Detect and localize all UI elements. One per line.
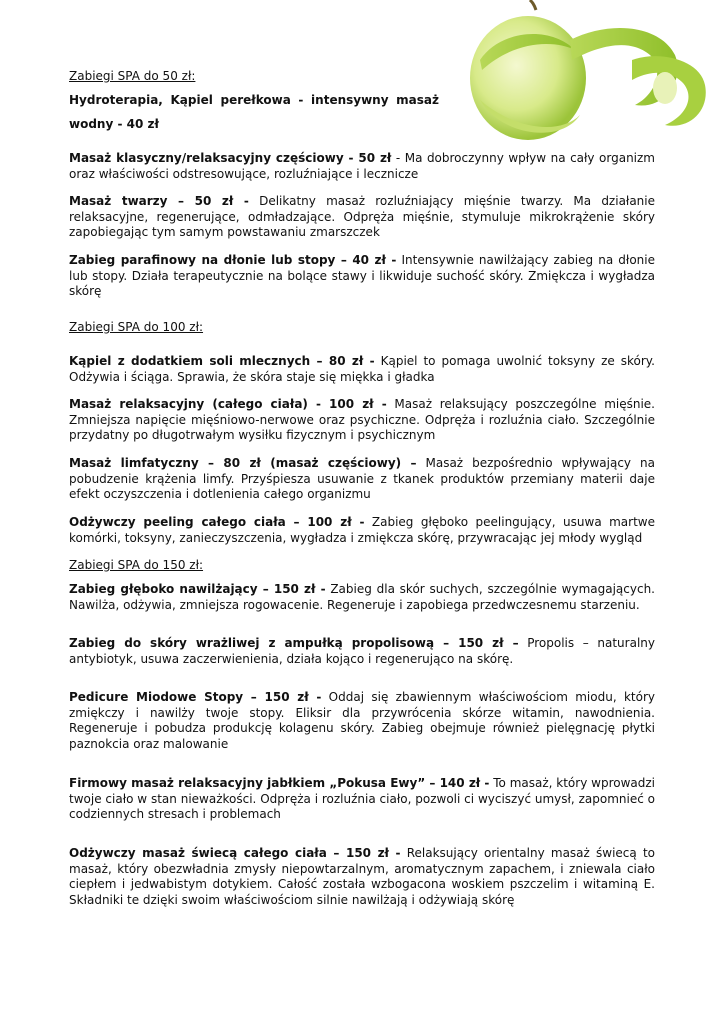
service-desc: Relaksujący orientalny masaż świecą to masaż, który obezwładnia zmysły niepowtarzalnym, aromatycznym zapachem, i zniewala ciało ciepłem i jedwabistym dotykiem. Całość została wzbogacona woskiem pszczelim i witaminą E. Składniki te dzięki swoim właściwościom silnie nawilżają i odżywiają skórę — [69, 846, 655, 907]
service-item — [69, 456, 655, 503]
service-title: Masaż klasyczny/relaksacyjny częściowy - 50 zł — [69, 151, 392, 165]
service-title: Kąpiel z dodatkiem soli mlecznych – 80 zł - — [69, 354, 375, 368]
service-desc: Masaż relaksujący poszczególne mięśnie. Zmniejsza napięcie mięśniowo-nerwowe oraz psychiczne. Odpręża i rozluźnia ciało. Szczególnie przydatny po długotrwałym wysiłku fizycznym i psychicznym — [69, 397, 656, 442]
service-item — [69, 194, 655, 241]
service-title: Masaż limfatyczny – 80 zł (masaż częściowy) – — [69, 456, 417, 470]
service-item — [69, 253, 655, 300]
service-title: Masaż relaksacyjny (całego ciała) - 100 zł - — [69, 397, 387, 411]
service-item — [69, 582, 655, 613]
peeled-apple-icon — [460, 0, 724, 150]
service-desc: Delikatny masaż rozluźniający mięśnie twarzy. Ma działanie relaksacyjne, regenerujące, odmładzające. Odpręża mięśnie, stymuluje mikrokrążenie skóry zapobiegając tym samym powstawaniu zmarszczek — [69, 194, 656, 239]
service-item — [69, 636, 655, 667]
service-title: Odżywczy masaż świecą całego ciała – 150 zł - — [69, 846, 401, 860]
service-item — [69, 846, 655, 908]
service-title: Odżywczy peeling całego ciała – 100 zł - — [69, 515, 365, 529]
service-title: Masaż twarzy – 50 zł - — [69, 194, 249, 208]
service-title: Zabieg głęboko nawilżający – 150 zł - — [69, 582, 326, 596]
section-heading-100: Zabiegi SPA do 100 zł: — [69, 320, 204, 334]
service-desc: Intensywnie nawilżający zabieg na dłonie lub stopy. Działa terapeutycznie na bolące stawy i likwiduje suchość skóry. Zmiękcza i wygładza skórę — [69, 253, 655, 298]
service-item — [69, 397, 655, 444]
intro-hydroterapia: Hydroterapia, Kąpiel perełkowa - intensywny masaż wodny - 40 zł — [69, 93, 439, 131]
service-desc: Masaż bezpośrednio wpływający na pobudzenie krążenia limfy. Przyśpiesza usuwanie z tkanek produktów przemiany materii daje efekt oczyszczenia i dotlenienia całego organizmu — [69, 456, 655, 501]
service-desc: Propolis – naturalny antybiotyk, usuwa zaczerwienienia, działa kojąco i regenerująco na skórę. — [69, 636, 655, 666]
service-desc: Oddaj się zbawiennym właściwościom miodu, który zmiękczy i nawilży twoje stopy. Eliksir dla przywrócenia skórze witamin, nawodnienia. Regeneruje i pobudza produkcję kolagenu skóry. Zabieg obejmuje również pielęgnację płytki paznokcia oraz malowanie — [69, 690, 655, 751]
service-desc: To masaż, który wprowadzi twoje ciało w stan nieważkości. Odpręża i rozluźnia ciało, pozwoli ci wyciszyć umysł, zapomnieć o codziennych stresach i problemach — [69, 776, 655, 821]
section-heading-150: Zabiegi SPA do 150 zł: — [69, 558, 204, 572]
service-desc: Kąpiel to pomaga uwolnić toksyny ze skóry. Odżywia i ściąga. Sprawia, że skóra staje się miękka i gładka — [69, 354, 655, 384]
service-item — [69, 776, 655, 823]
service-title: Firmowy masaż relaksacyjny jabłkiem „Pokusa Ewy” – 140 zł - — [69, 776, 490, 790]
service-item — [69, 151, 655, 182]
service-desc: - Ma dobroczynny wpływ na cały organizm oraz właściwości odstresowujące, rozluźniające i lecznicze — [69, 151, 656, 181]
service-item — [69, 354, 655, 385]
service-title: Zabieg parafinowy na dłonie lub stopy – 40 zł - — [69, 253, 397, 267]
service-title: Zabieg do skóry wrażliwej z ampułką propolisową – 150 zł – — [69, 636, 519, 650]
service-item — [69, 515, 655, 546]
service-desc: Zabieg dla skór suchych, szczególnie wymagających. Nawilża, odżywia, zmniejsza rogowacenie. Regeneruje i zapobiega przedwczesnemu starzeniu. — [69, 582, 655, 612]
section-heading-50: Zabiegi SPA do 50 zł: — [69, 69, 196, 83]
service-item — [69, 690, 655, 752]
service-title: Pedicure Miodowe Stopy – 150 zł - — [69, 690, 322, 704]
service-desc: Zabieg głęboko peelingujący, usuwa martwe komórki, toksyny, zanieczyszczenia, wygładza i zmiękcza skórę, przywracając jej młody wygląd — [69, 515, 655, 545]
